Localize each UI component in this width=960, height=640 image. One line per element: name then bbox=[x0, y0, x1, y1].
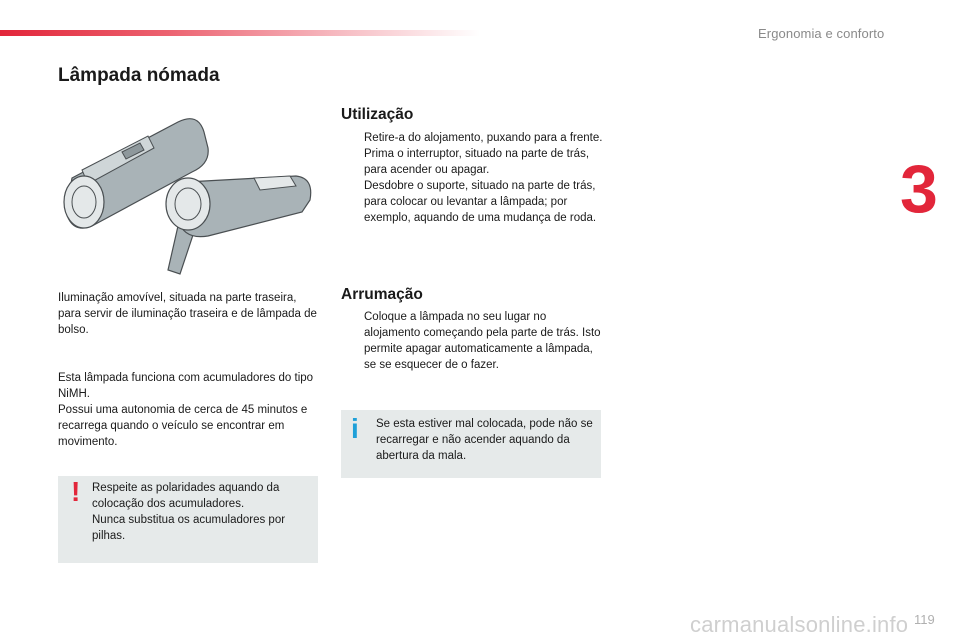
warning-text bbox=[92, 480, 306, 544]
step-text: Retire-a do alojamento, puxando para a frente. bbox=[364, 132, 603, 144]
arrumacao-steps bbox=[341, 309, 603, 373]
warning-line-2: Nunca substitua os acumuladores por pilhas. bbox=[92, 514, 286, 542]
list-item bbox=[341, 146, 603, 178]
intro-paragraph: Iluminação amovível, situada na parte traseira, para servir de iluminação traseira e de lâmpada de bolso. bbox=[58, 292, 317, 336]
list-item bbox=[341, 130, 603, 146]
step-text: Coloque a lâmpada no seu lugar no alojamento começando pela parte de trás. Isto permite apagar automaticamente a lâmpada, se se esquecer de o fazer. bbox=[364, 311, 601, 371]
heading-utilizacao: Utilização bbox=[341, 106, 414, 123]
page-number: 119 bbox=[914, 612, 935, 627]
nomad-lamp-illustration bbox=[58, 108, 320, 280]
page-title: Lâmpada nómada bbox=[58, 65, 220, 86]
step-text: Prima o interruptor, situado na parte de trás, para acender ou apagar. bbox=[364, 148, 590, 176]
utilizacao-steps bbox=[341, 130, 603, 226]
step-text: Desdobre o suporte, situado na parte de trás, para colocar ou levantar a lâmpada; por exemplo, aquando de uma mudança de roda. bbox=[364, 180, 597, 224]
chapter-number: 3 bbox=[900, 151, 938, 227]
section-label: Ergonomia e conforto bbox=[758, 26, 885, 41]
battery-paragraph bbox=[58, 370, 320, 450]
lamp-open-drawing bbox=[166, 176, 311, 274]
exclamation-icon: ! bbox=[71, 476, 81, 507]
list-item bbox=[341, 309, 603, 373]
heading-arrumacao: Arrumação bbox=[341, 286, 423, 303]
warning-line-1: Respeite as polaridades aquando da colocação dos acumuladores. bbox=[92, 482, 280, 510]
list-item bbox=[341, 178, 603, 226]
info-box bbox=[341, 410, 601, 478]
battery-line-1: Esta lâmpada funciona com acumuladores do tipo NiMH. bbox=[58, 372, 314, 400]
info-text: Se esta estiver mal colocada, pode não se recarregar e não acender aquando da abertura da mala. bbox=[376, 418, 593, 462]
battery-line-2: Possui uma autonomia de cerca de 45 minutos e recarrega quando o veículo se encontrar em movimento. bbox=[58, 404, 308, 448]
warning-box bbox=[58, 476, 318, 563]
header-accent-bar bbox=[0, 30, 480, 36]
watermark: carmanualsonline.info bbox=[690, 612, 909, 637]
info-icon: i bbox=[351, 413, 359, 444]
